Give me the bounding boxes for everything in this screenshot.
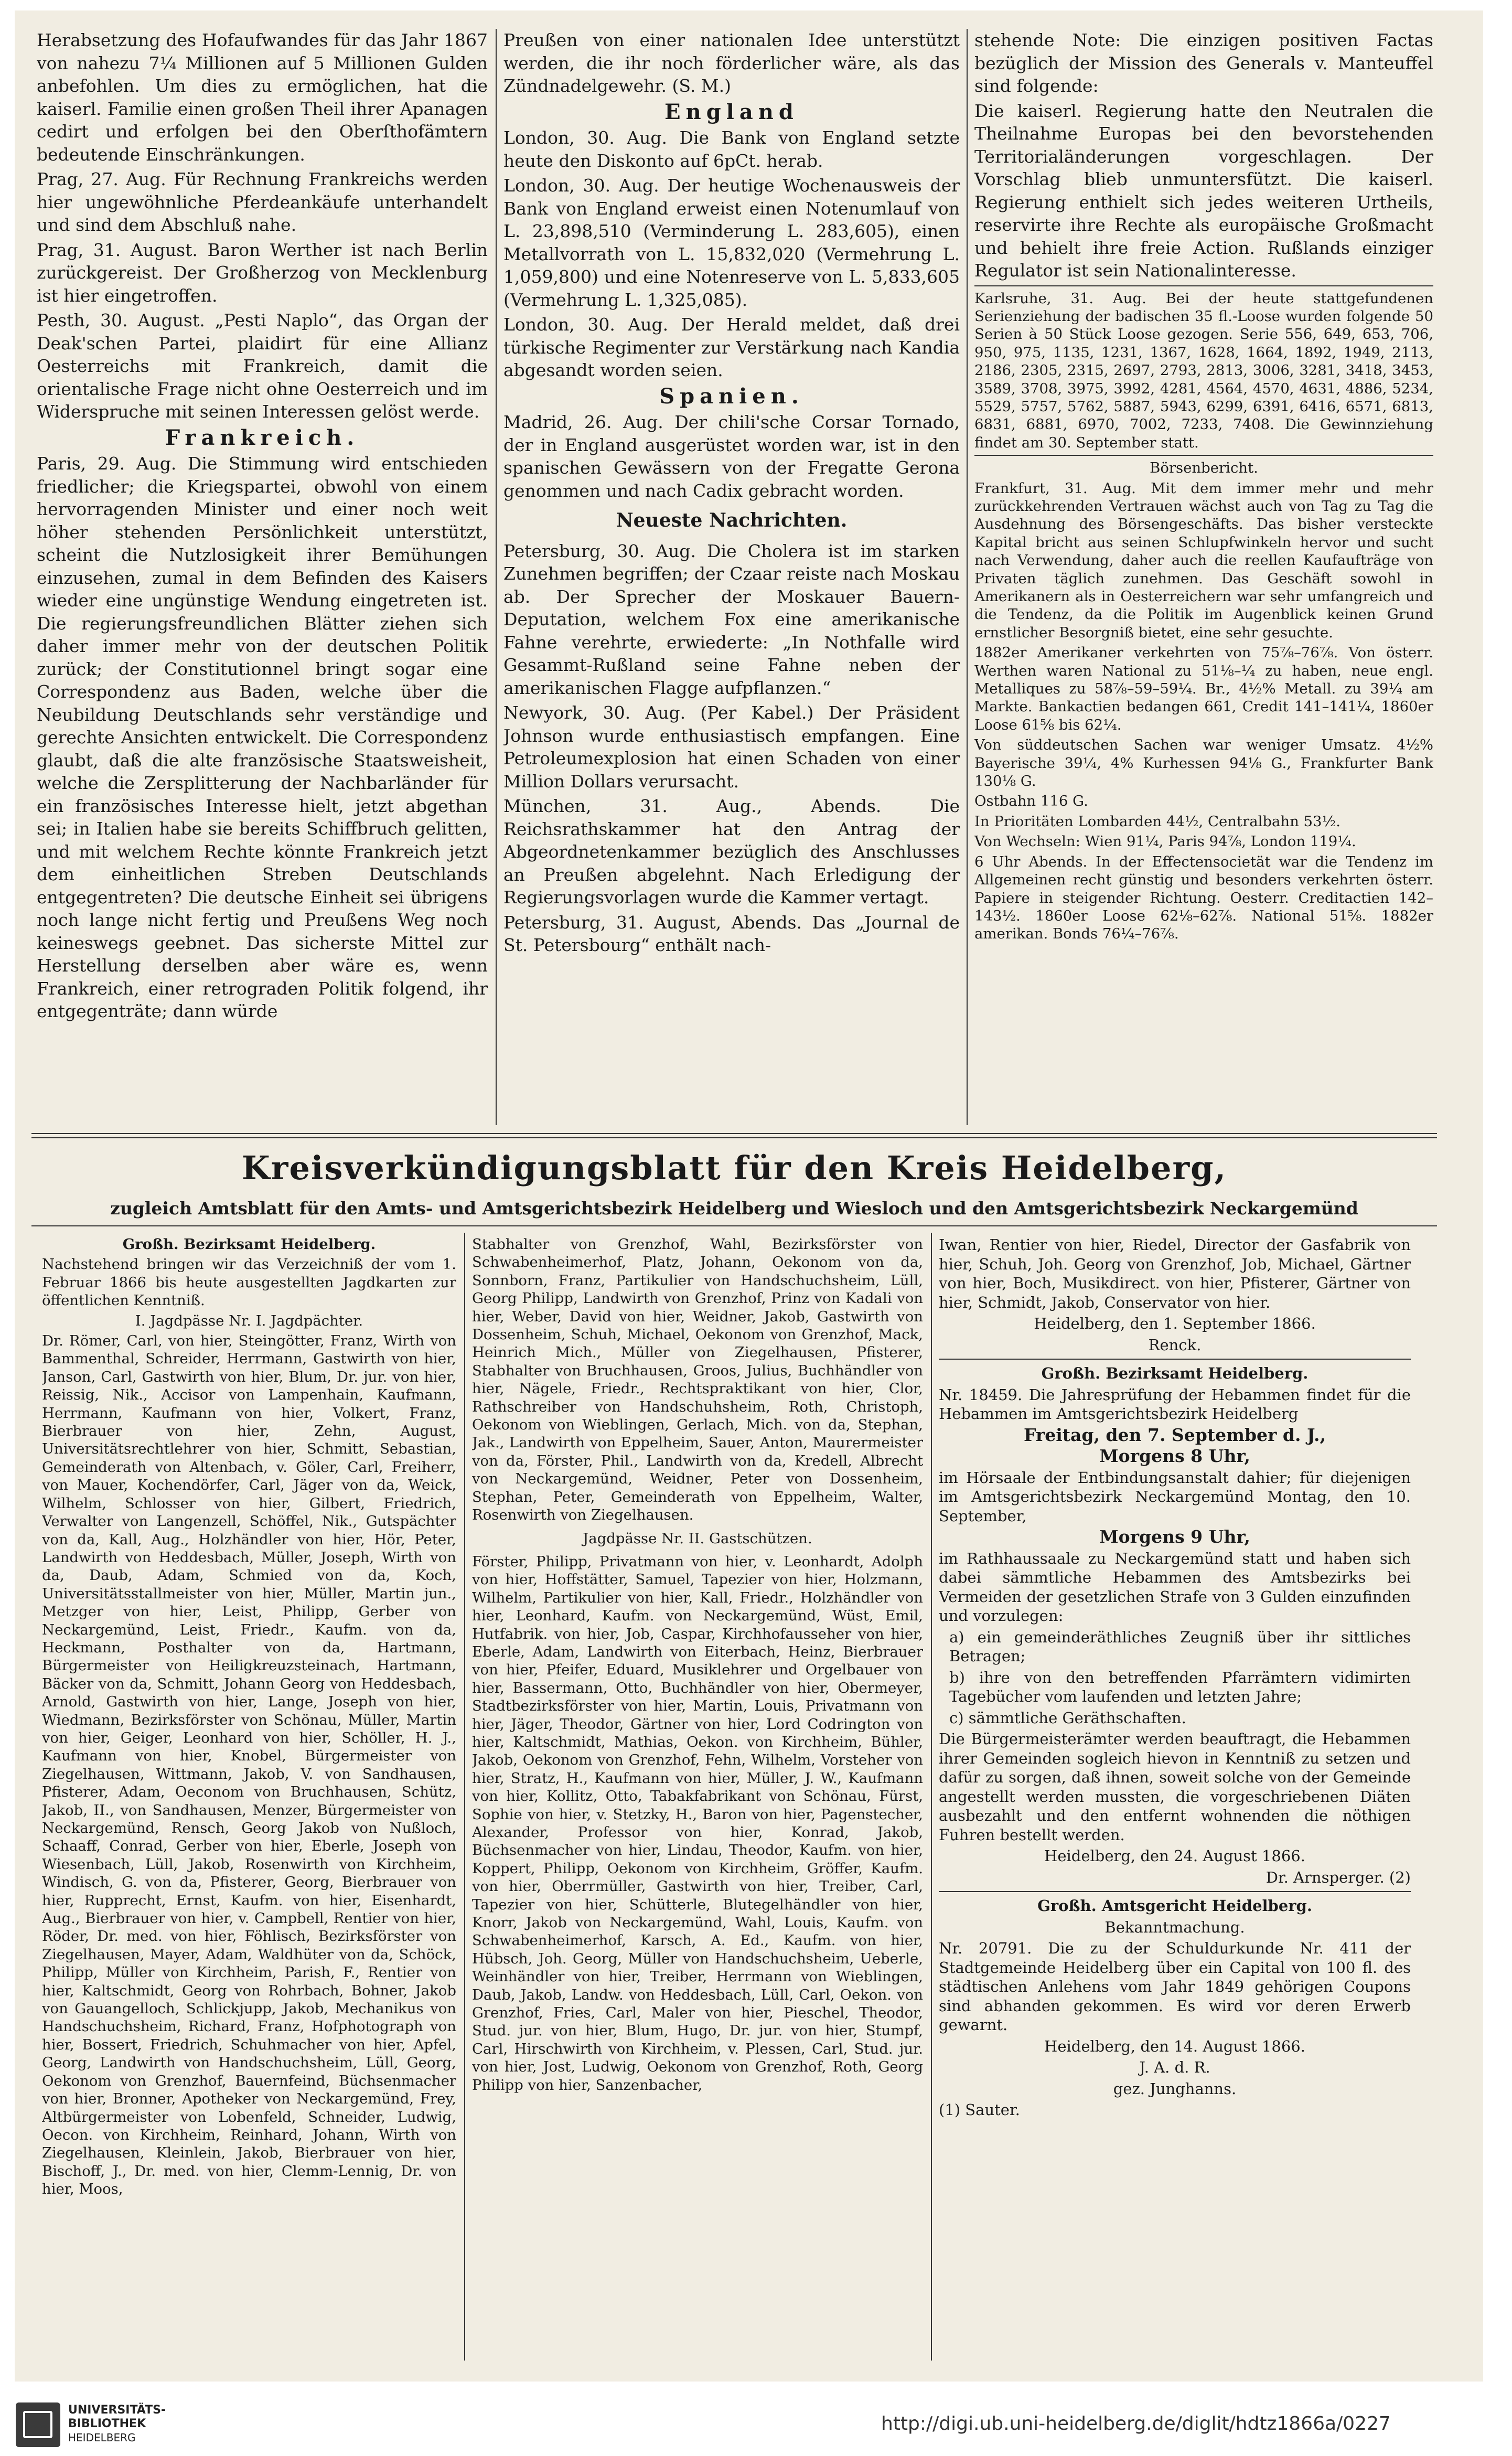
jagdpaechter-list-cont: Stabhalter von Grenzhof, Wahl, Bezirksförster von Schwabenheimerhof, Platz, Johann, Oekonom von da, Sonnborn, Franz, Partikulier von Handschuchsheim, Lüll, Georg Philipp, Landwirth von Grenzhof, Prinz von Kadali von hier, Weber, David von hier, Weidner, Jakob, Gastwirth von Dossenheim, Schuh, Michael, Oekonom von Grenzhof, Mack, Heinrich Mich., Müller von Ziegelhausen, Pfisterer, Stabhalter von Bruchhausen, Groos, Julius, Buchhändler von hier, Nägele, Friedr., Rechtspraktikant von hier, Clor, Rathschreiber von Handschuhsheim, Roth, Christoph, Oekonom von Wieblingen, Gerlach, Mich. von da, Stephan, Jak., Landwirth von Eppelheim, Sauer, Anton, Maurermeister von da, Förster, Phil., Landwirth von da, Kredell, Albrecht von Neckargemünd, Weidner, Peter von Dossenheim, Stephan, Peter, Gemeinderath von Eppelheim, Walter, Rosenwirth von Ziegelhausen. bbox=[472, 1236, 923, 1524]
boerse-amerikaner: 1882er Amerikaner verkehrten von 75⅞–76⅞. Von österr. Werthen waren National zu 51⅛–¼ zu haben, neue engl. Metalliques zu 58⅞–59–59¼. Br., 4½% Metall. zu 39¼ am Markte. Bankactien bedangen 661, Credit 141–141¼, 1860er Loose 61⅝ bis 62¼. bbox=[974, 644, 1433, 733]
section-neueste-nachrichten: Neueste Nachrichten. bbox=[616, 509, 848, 531]
notice-signature-1: Renck. bbox=[1148, 1336, 1202, 1354]
kreis-column-2 bbox=[472, 1235, 923, 2358]
article-karlsruhe: Karlsruhe, 31. Aug. Bei der heute stattgefundenen Serienziehung der badischen 35 fl.-Loose wurden folgende 50 Serien à 50 Stück Loose gezogen. Serie 556, 649, 653, 706, 950, 975, 1135, 1231, 1367, 1628, 1664, 1892, 1949, 2113, 2186, 2305, 2315, 2697, 2793, 2813, 3006, 3281, 3418, 3453, 3589, 3708, 3975, 3992, 4281, 4564, 4570, 4631, 4886, 5234, 5529, 5757, 5762, 5887, 5943, 6299, 6391, 6416, 6571, 6813, 6831, 6881, 6970, 7002, 7233, 7408. Die Gewinnziehung findet am 30. September statt. bbox=[974, 290, 1433, 451]
notice-hebammen-intro: Nr. 18459. Die Jahresprüfung der Hebammen findet für die Hebammen im Amtsgerichtsbezirk Heidelberg bbox=[939, 1385, 1411, 1423]
section-england: England bbox=[664, 99, 799, 124]
boerse-prioritaeten: In Prioritäten Lombarden 44½, Centralbahn 53½. bbox=[974, 813, 1341, 830]
article-pesth: Pesth, 30. August. „Pesti Naplo“, das Organ der Deak'schen Partei, plaidirt für eine Allianz Oesterreichs mit Frankreich, damit die orientalische Frage nicht ohne Oesterreich und im Widerspruche mit seinen Interessen gelöst werde. bbox=[37, 310, 488, 422]
jagdpaechter-list: Dr. Römer, Carl, von hier, Steingötter, Franz, Wirth von Bammenthal, Schreider, Herrmann, Gastwirth von hier, Janson, Carl, Gastwirth von hier, Blum, Dr. jur. von hier, Reissig, Nik., Accisor von Lampenhain, Kaufmann, Herrmann, Kaufmann von hier, Volkert, Franz, Bierbrauer von hier, Zehn, August, Universitätsrechtlehrer von hier, Schmitt, Sebastian, Gemeinderath von Altenbach, v. Göler, Carl, Freiherr, von Mauer, Kochendörfer, Carl, Jäger von da, Weick, Wilhelm, Schlosser von hier, Gilbert, Friedrich, Verwalter von Langenzell, Schöffel, Nik., Gutspächter von da, Kall, Aug., Holzhändler von hier, Hör, Peter, Landwirth von Heddesbach, Müller, Joseph, Wirth von da, Daub, Adam, Schmied von da, Koch, Universitätsstallmeister von hier, Müller, Martin jun., Metzger von hier, Leist, Philipp, Gerber von Neckargemünd, Leist, Friedr., Kaufm. von da, Heckmann, Posthalter von da, Hartmann, Bürgermeister von Heiligkreuzsteinach, Hartmann, Bäcker von da, Schmitt, Johann Georg von Heddesbach, Arnold, Gastwirth von hier, Lange, Joseph von hier, Wiedmann, Bezirksförster von Schönau, Müller, Martin von hier, Geiger, Leonhard von hier, Schöller, H. J., Kaufmann von hier, Knobel, Bürgermeister von Ziegelhausen, Wittmann, Jakob, V. von Sandhausen, Pfisterer, Adam, Oeconom von Bruchhausen, Schütz, Jakob, II., von Sandhausen, Menzer, Bürgermeister von Neckargemünd, Rensch, Georg Jakob von Nußloch, Schaaff, Conrad, Gerber von hier, Eberle, Joseph von Wiesenbach, Lüll, Jakob, Rosenwirth von Kirchheim, Windisch, G. von da, Pfisterer, Georg, Bierbrauer von hier, Rupprecht, Ernst, Kaufm. von hier, Eisenhardt, Aug., Bierbrauer von hier, v. Campbell, Rentier von hier, Röder, Dr. med. von hier, Föhlisch, Bezirksförster von Ziegelhausen, Mayer, Adam, Waldhüter von da, Schöck, Philipp, Müller von Kirchheim, Parish, F., Rentier von hier, Kaltschmidt, Georg von Rohrbach, Bohner, Jakob von Gauangelloch, Schlickjupp, Jakob, Mechanikus von Handschuchsheim, Richard, Franz, Hofphotograph von hier, Bossert, Friedrich, Schuhmacher von hier, Apfel, Georg, Landwirth von Handschuchsheim, Lüll, Georg, Oekonom von Grenzhof, Bauernfeind, Büchsenmacher von hier, Bronner, Apotheker von Neckargemünd, Frey, Altbürgermeister von Lobenfeld, Schneider, Ludwig, Oecon. von Kirchheim, Reinhard, Johann, Wirth von Ziegelhausen, Kleinlein, Jakob, Bierbrauer von hier, Bischoff, J., Dr. med. von hier, Clemm-Lennig, Dr. von hier, Moos, bbox=[42, 1332, 456, 2198]
kreis-column-1 bbox=[42, 1235, 456, 2358]
library-name bbox=[68, 2404, 166, 2444]
notice-date-friday: Freitag, den 7. September d. J., bbox=[1023, 1424, 1326, 1445]
column-divider bbox=[931, 1233, 932, 2361]
article-paris: Paris, 29. Aug. Die Stimmung wird entschieden friedlicher; die Kriegspartei, obwohl von einem hervorragenden Minister und einer noch weit höher stehenden Persönlichkeit unterstützt, scheint die Nutzlosigkeit ihrer Bemühungen einzusehen, zumal in dem Befinden des Kaisers wieder eine ungünstige Wendung eingetreten ist. Die regierungsfreundlichen Blätter ziehen sich daher immer mehr von der deutschen Politik zurück; der Constitutionnel bringt sogar eine Correspondenz aus Baden, welche über die Neubildung Deutschlands sehr verständige und gerechte Ansichten entwickelt. Die Correspondenz glaubt, daß die alte französische Staatsweisheit, welche die Zersplitterung der Nachbarländer für ein französisches Interesse hielt, jetzt abgethan sei; in Italien habe sie bereits Schiffbruch gelitten, und mit welchem Rechte könnte Frankreich jetzt dem einheitlichen Streben Deutschlands entgegentreten? Die deutsche Einheit sei übrigens noch lange nicht fertig und Preußens Weg noch keineswegs geebnet. Das sicherste Mittel zur Herstellung derselben aber wäre es, wenn Frankreich, einer retrograden Politik folgend, ihr entgegenträte; dann würde bbox=[37, 453, 488, 1021]
notice-hoersaal: im Hörsaale der Entbindungsanstalt dahier; für diejenigen im Amtsgerichtsbezirk Neckargemünd Montag, den 10. September, bbox=[939, 1468, 1411, 1525]
notice-date-2: Heidelberg, den 24. August 1866. bbox=[1044, 1847, 1305, 1865]
article-london-1: London, 30. Aug. Die Bank von England setzte heute den Diskonto auf 6pCt. herab. bbox=[503, 127, 960, 171]
article-newyork: Newyork, 30. Aug. (Per Kabel.) Der Präsident Johnson wurde enthusiastisch empfangen. Eine Petroleumexplosion hat einen Schaden von einer Million Dollars verursacht. bbox=[503, 702, 960, 792]
top-column-3 bbox=[974, 29, 1433, 1125]
column-divider bbox=[464, 1233, 465, 2361]
gastschuetzen-list-cont: Iwan, Rentier von hier, Riedel, Director der Gasfabrik von hier, Schuh, Joh. Georg von Grenzhof, Job, Michael, Gärtner von hier, Boch, Musikdirect. von hier, Pfisterer, Gärtner von hier, Schmidt, Jakob, Conservator von hier. bbox=[939, 1236, 1411, 1311]
notice-junghanns: gez. Junghanns. bbox=[1113, 2079, 1237, 2098]
library-name-line-1: UNIVERSITÄTS- bbox=[68, 2404, 166, 2417]
section-frankreich: Frankreich. bbox=[165, 425, 360, 450]
notice-item-b: b) ihre von den betreffenden Pfarrämtern vidimirten Tagebücher vom laufenden und letzten Jahre; bbox=[949, 1668, 1411, 1705]
notice-bezirksamt-heading: Großh. Bezirksamt Heidelberg. bbox=[122, 1236, 376, 1253]
top-column-1 bbox=[37, 29, 488, 1125]
divider bbox=[974, 285, 1433, 286]
divider bbox=[974, 455, 1433, 456]
article-regierung: Die kaiserl. Regierung hatte den Neutralen die Theilnahme Europas bei den bevorstehenden Territorialänderungen vorgeschlagen. Der Vorschlag blieb unmuntersfützt. Die kaiserl. Regierung enthielt sich jedes weiteren Urtheils, reservirte ihre Rechte als europäische Großmacht und behielt ihre freie Action. Rußlands einziger Regulator ist sein Nationalinteresse. bbox=[974, 100, 1433, 281]
top-column-2 bbox=[503, 29, 960, 1125]
notice-item-a: a) ein gemeinderäthliches Zeugniß über ihr sittliches Betragen; bbox=[949, 1628, 1411, 1665]
article-london-2: London, 30. Aug. Der heutige Wochenausweis der Bank von England erweist einen Notenumlauf von L. 23,898,510 (Verminderung L. 283,605), einen Metallvorrath von L. 15,832,020 (Vermehrung L. 1,059,800) und eine Notenreserve von L. 5,833,605 (Vermehrung L. 1,325,085). bbox=[503, 175, 960, 310]
notice-time-8: Morgens 8 Uhr, bbox=[1099, 1446, 1250, 1466]
notice-bekanntmachung: Bekanntmachung. bbox=[1104, 1918, 1245, 1936]
library-logo-icon bbox=[16, 2402, 60, 2447]
section-boersenbericht: Börsenbericht. bbox=[1150, 460, 1258, 477]
notice-item-c: c) sämmtliche Geräthschaften. bbox=[949, 1708, 1186, 1727]
notice-jagdkarten-intro: Nachstehend bringen wir das Verzeichniß der vom 1. Februar 1866 bis heute ausgestellten Jagdkarten zur öffentlichen Kenntniß. bbox=[42, 1256, 456, 1309]
kreisblatt-subtitle: zugleich Amtsblatt für den Amts- und Amtsgerichtsbezirk Heidelberg und Wiesloch und den Amtsgerichtsbezirk Neckargemünd bbox=[110, 1198, 1358, 1219]
digitization-footer bbox=[0, 2382, 1512, 2456]
jagdpaesse-nr-2-heading: Jagdpässe Nr. II. Gastschützen. bbox=[583, 1530, 812, 1547]
article-preussen-cont: Preußen von einer nationalen Idee unterstützt werden, die ihr noch förderlicher wäre, als das Zündnadelgewehr. (S. M.) bbox=[503, 30, 960, 96]
library-name-line-2: BIBLIOTHEK bbox=[68, 2417, 146, 2430]
notice-schuldurkunde: Nr. 20791. Die zu der Schuldurkunde Nr. 411 der Stadtgemeinde Heidelberg über ein Capital von 100 fl. des städtischen Anlehens vom Jahr 1849 gehörigen Coupons sind abhanden gekommen. Es wird vor deren Erwerb gewarnt. bbox=[939, 1939, 1411, 2034]
notice-buergermeister: Die Bürgermeisterämter werden beauftragt, die Hebammen ihrer Gemeinden sogleich hievon in Kenntniß zu setzen und dafür zu sorgen, daß ihnen, soweit solche von der Gemeinde angestellt werden mussten, die vorgeschriebenen Diäten ausbezahlt und den entfernt wohnenden die nöthigen Fuhren bestellt werden. bbox=[939, 1730, 1411, 1844]
article-hofaufwand: Herabsetzung des Hofaufwandes für das Jahr 1867 von nahezu 7¼ Millionen auf 5 Millionen Gulden anbefohlen. Um dies zu ermöglichen, hat die kaiserl. Familie einen großen Theil ihrer Apanagen cedirt und erfolgen bei den Oberſthofämtern bedeutende Einschränkungen. bbox=[37, 30, 488, 165]
article-prag-2: Prag, 31. August. Baron Werther ist nach Berlin zurückgereist. Der Großherzog von Mecklenburg ist hier eingetroffen. bbox=[37, 239, 488, 306]
section-spanien: Spanien. bbox=[659, 383, 804, 409]
divider bbox=[939, 1359, 1411, 1360]
notice-date-3: Heidelberg, den 14. August 1866. bbox=[1044, 2037, 1305, 2055]
notice-time-9: Morgens 9 Uhr, bbox=[1099, 1526, 1250, 1547]
source-url-link[interactable]: http://digi.ub.uni-heidelberg.de/diglit/hdtz1866a/0227 bbox=[881, 2413, 1391, 2434]
notice-amtsgericht-heading: Großh. Amtsgericht Heidelberg. bbox=[1037, 1897, 1312, 1915]
article-note-cont: stehende Note: Die einzigen positiven Factas bezüglich der Mission des Generals v. Manteuffel sind folgende: bbox=[974, 30, 1433, 96]
article-madrid: Madrid, 26. Aug. Der chili'sche Corsar Tornado, der in England ausgerüstet worden war, ist in den spanischen Gewässern von der Fregatte Gerona genommen und nach Cadix gebracht worden. bbox=[503, 412, 960, 501]
kreis-column-3 bbox=[939, 1235, 1411, 2358]
notice-sauter: (1) Sauter. bbox=[939, 2101, 1020, 2119]
notice-hebammen-heading: Großh. Bezirksamt Heidelberg. bbox=[1041, 1364, 1309, 1382]
notice-rathhaus: im Rathhaussaale zu Neckargemünd statt und haben sich dabei sämmtliche Hebammen des Amtsbezirks bei Vermeiden der gesetzlichen Strafe von 3 Gulden einzufinden und vorzulegen: bbox=[939, 1549, 1411, 1625]
article-petersburg-2: Petersburg, 31. August, Abends. Das „Journal de St. Petersbourg“ enthält nach- bbox=[503, 912, 960, 955]
gastschuetzen-list: Förster, Philipp, Privatmann von hier, v. Leonhardt, Adolph von hier, Hoffstätter, Samuel, Tapezier von hier, Holzmann, Wilhelm, Partikulier von hier, Kall, Friedr., Holzhändler von hier, Leonhard, Kaufm. von Neckargemünd, Wüst, Emil, Hutfabrik. von hier, Job, Caspar, Kirchhofausseher von hier, Eberle, Adam, Landwirth von Eiterbach, Heinz, Bierbrauer von hier, Pfeifer, Eduard, Musiklehrer und Orgelbauer von hier, Bassermann, Otto, Buchhändler von hier, Obermeyer, Stadtbezirksförster von hier, Martin, Louis, Privatmann von hier, Jäger, Theodor, Gärtner von hier, Lord Codrington von hier, Kaltschmidt, Mathias, Oekon. von Kirchheim, Bühler, Jakob, Oekonom von Grenzhof, Fehn, Wilhelm, Vorsteher von hier, Stratz, H., Kaufmann von hier, Müller, J. W., Kaufmann von hier, Kollitz, Otto, Tabakfabrikant von Schönau, Fürst, Sophie von hier, v. Stetzky, H., Baron von hier, Pagenstecher, Alexander, Professor von hier, Konrad, Jakob, Büchsenmacher von hier, Lindau, Theodor, Kaufm. von hier, Koppert, Philipp, Oekonom von Kirchheim, Gröffer, Kaufm. von hier, Oberrmüller, Gastwirth von hier, Treiber, Carl, Tapezier von hier, Schütterle, Blutegelhändler von hier, Knorr, Jakob von Neckargemünd, Wahl, Louis, Kaufm. von Schwabenheimerhof, Karsch, A. Ed., Kaufm. von hier, Hübsch, Joh. Georg, Müller von Handschuchsheim, Ueberle, Weinhändler von hier, Treiber, Herrmann von Wieblingen, Daub, Jakob, Landw. von Heddesbach, Lüll, Carl, Oekon. von Grenzhof, Fries, Carl, Maler von hier, Pieschel, Theodor, Stud. jur. von hier, Blum, Hugo, Dr. jur. von hier, Stumpf, Carl, Hirschwirth von Kirchheim, v. Plessen, Carl, Stud. jur. von hier, Jost, Ludwig, Oekonom von Grenzhof, Roth, Georg Philipp von hier, Sanzenbacher, bbox=[472, 1553, 923, 2094]
article-london-3: London, 30. Aug. Der Herald meldet, daß drei türkische Regimenter zur Verstärkung nach Kandia abgesandt worden seien. bbox=[503, 314, 960, 380]
library-name-line-3: HEIDELBERG bbox=[68, 2431, 136, 2444]
column-divider bbox=[967, 29, 968, 1125]
notice-date-1: Heidelberg, den 1. September 1866. bbox=[1034, 1315, 1316, 1332]
article-muenchen: München, 31. Aug., Abends. Die Reichsrathskammer hat den Antrag der Abgeordnetenkammer bezüglich des Anschlusses an Preußen abgelehnt. Nach Erledigung der Regierungsvorlagen wurde die Kammer vertagt. bbox=[503, 796, 960, 907]
notice-signature-2: Dr. Arnsperger. (2) bbox=[1266, 1868, 1411, 1886]
article-frankfurt: Frankfurt, 31. Aug. Mit dem immer mehr und mehr zurückkehrenden Vertrauen wächst auch von Tag zu Tag die Ausdehnung des Börsengeschäfts. Das bisher versteckte Kapital bricht aus seinen Schlupfwinkeln hervor und sucht nach Verwendung, daher auch die reellen Kaufaufträge von Privaten täglich zunehmen. Das Geschäft sowohl in Amerikanern als in Oesterreichern war sehr umfangreich und die Tendenz, da die Politik im Augenblick keinen Grund ernstlicher Besorgniß bietet, eine sehr gesuchte. bbox=[974, 479, 1433, 641]
article-petersburg-1: Petersburg, 30. Aug. Die Cholera ist im starken Zunehmen begriffen; der Czaar reiste nach Moskau ab. Der Sprecher der Moskauer Bauern-Deputation, welchem Fox eine amerikanische Fahne verehrte, erwiederte: „In Nothfalle wird Gesammt-Rußland seine Fahne neben der amerikanischen Flagge aufpflanzen.“ bbox=[503, 540, 960, 698]
title-rule bbox=[31, 1225, 1437, 1226]
notice-jadr: J. A. d. R. bbox=[1139, 2058, 1210, 2076]
column-divider bbox=[496, 29, 497, 1125]
kreisblatt-title: Kreisverkündigungsblatt für den Kreis Heidelberg, bbox=[241, 1149, 1227, 1187]
boerse-wechsel: Von Wechseln: Wien 91¼, Paris 94⅞, London 119¼. bbox=[974, 833, 1356, 850]
article-prag-1: Prag, 27. Aug. Für Rechnung Frankreichs werden hier ungewöhnliche Pferdeankäufe unterhandelt und sind dem Abschluß nahe. bbox=[37, 169, 488, 235]
divider bbox=[939, 1891, 1411, 1892]
section-divider-top bbox=[31, 1133, 1437, 1134]
jagdpaesse-nr-1-heading: I. Jagdpässe Nr. I. Jagdpächter. bbox=[135, 1312, 363, 1329]
boerse-ostbahn: Ostbahn 116 G. bbox=[974, 793, 1088, 810]
boerse-sueddeutsch: Von süddeutschen Sachen war weniger Umsatz. 4½% Bayerische 39¼, 4% Kurhessen 94⅛ G., Frankfurter Bank 130⅛ G. bbox=[974, 736, 1433, 790]
section-divider-top-2 bbox=[31, 1137, 1437, 1138]
boerse-abends: 6 Uhr Abends. In der Effectensocietät war die Tendenz im Allgemeinen recht günstig und besonders verkehrten österr. Papiere in steigender Richtung. Oesterr. Creditactien 142–143½. 1860er Loose 62⅛–62⅞. National 51⅝. 1882er amerikan. Bonds 76¼–76⅞. bbox=[974, 853, 1433, 943]
